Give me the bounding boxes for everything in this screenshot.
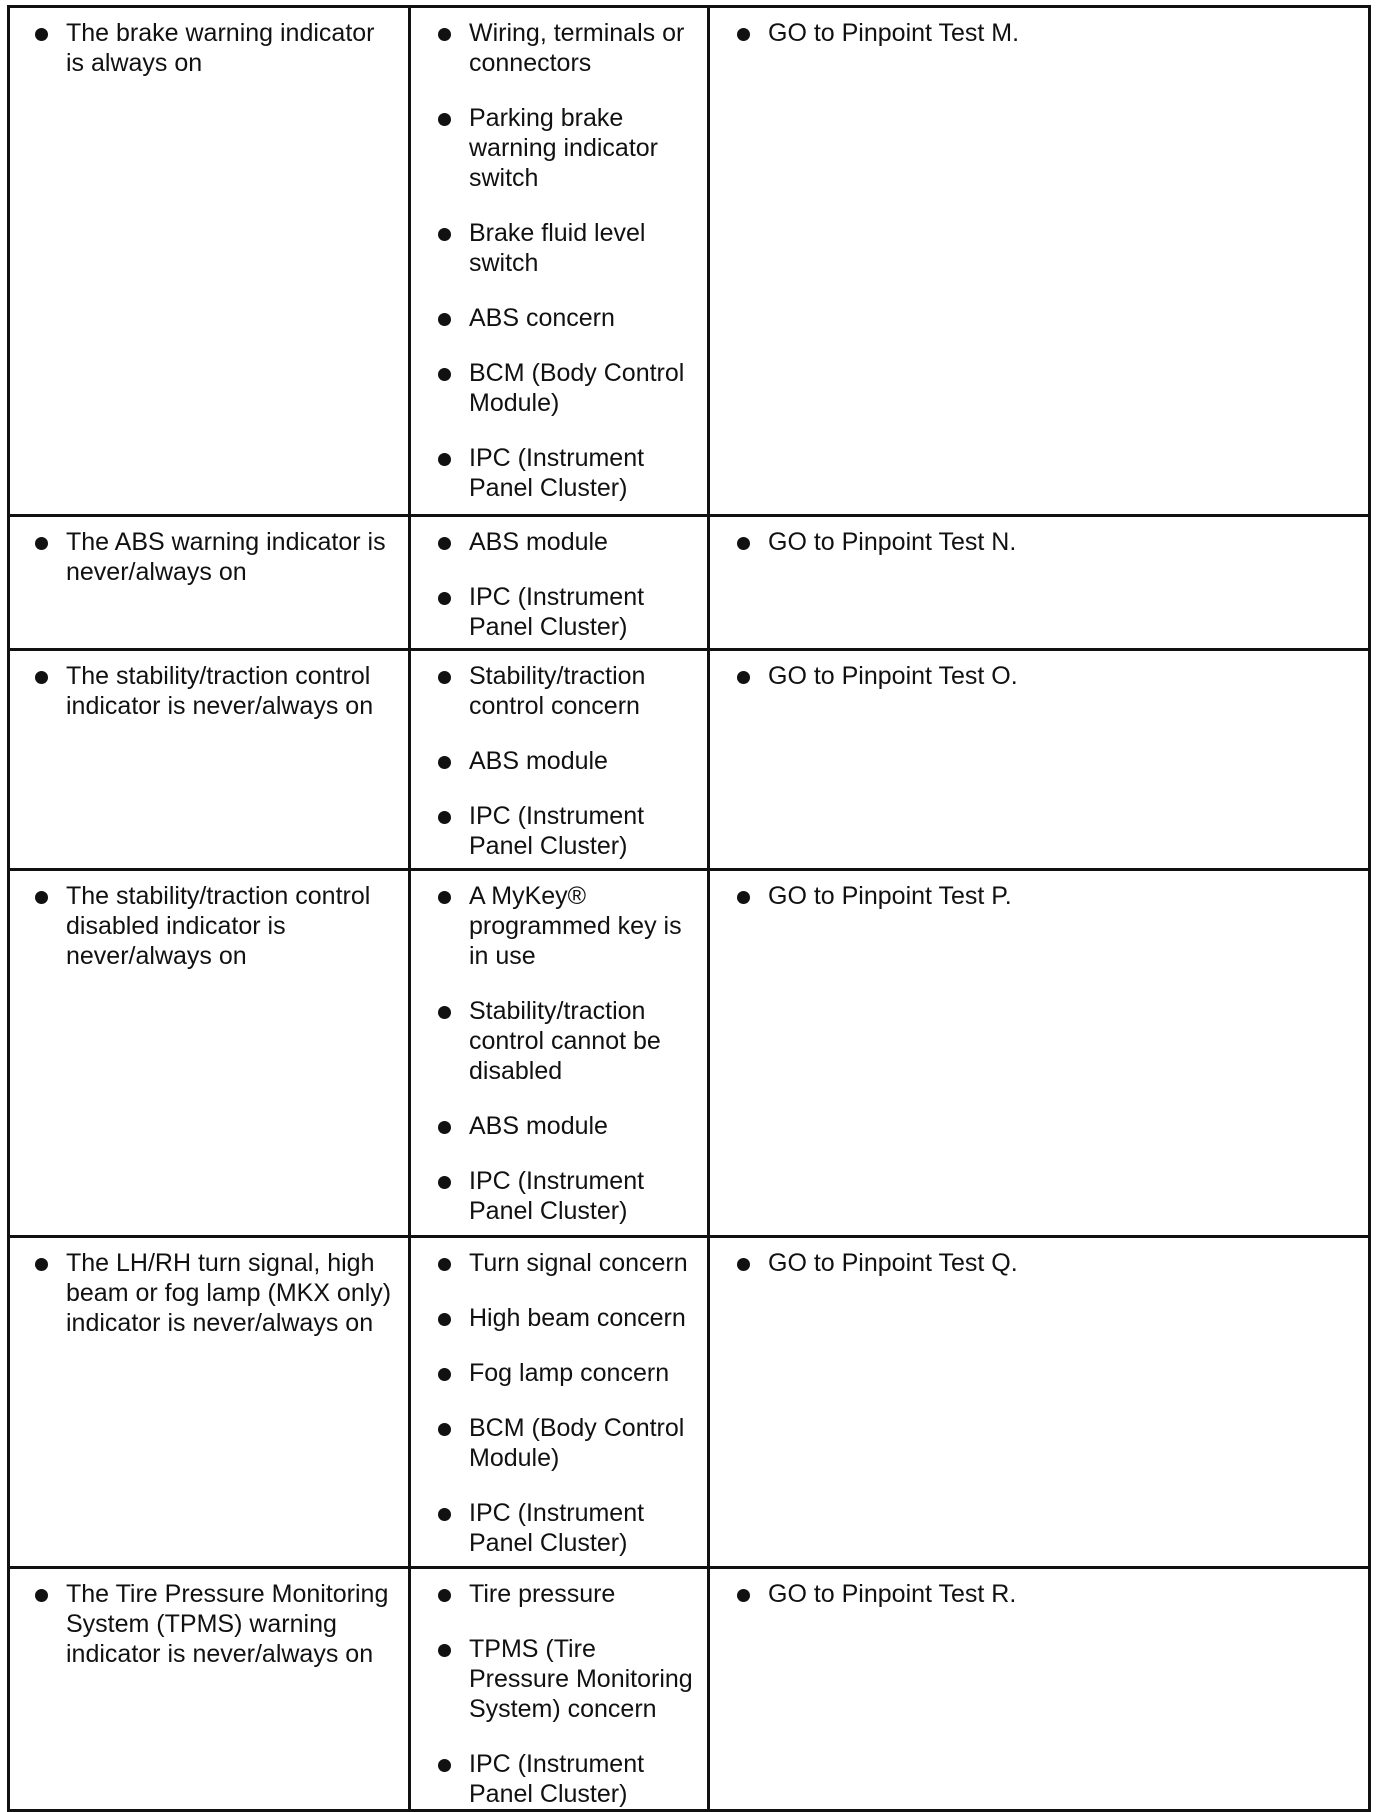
possible-source-item xyxy=(411,1579,707,1609)
possible-source-list xyxy=(411,1248,707,1558)
text-line: warning indicator xyxy=(469,134,658,162)
bullet-icon xyxy=(35,891,48,904)
text-line: High beam concern xyxy=(469,1304,686,1332)
text-line: BCM (Body Control xyxy=(469,359,685,387)
possible-source-item xyxy=(411,303,707,333)
action-text: GO to Pinpoint Test Q. xyxy=(768,1249,1018,1277)
text-line: Turn signal concern xyxy=(469,1249,688,1277)
text-line: indicator is never/always on xyxy=(66,1309,374,1337)
bullet-icon xyxy=(438,1313,451,1326)
bullet-icon xyxy=(438,891,451,904)
text-line: The stability/traction control xyxy=(66,882,371,910)
possible-source-item xyxy=(411,1749,707,1809)
text-line: ABS module xyxy=(469,747,608,775)
possible-source-cell xyxy=(410,1568,709,1811)
possible-source-item xyxy=(411,1358,707,1388)
symptom-list xyxy=(10,661,408,721)
text-line: The Tire Pressure Monitoring xyxy=(66,1580,389,1608)
text-line: programmed key is xyxy=(469,912,682,940)
symptom-cell xyxy=(9,1568,410,1811)
bullet-icon xyxy=(438,113,451,126)
possible-source-item xyxy=(411,1413,707,1473)
text-line: IPC (Instrument xyxy=(469,1499,645,1527)
table-row xyxy=(9,516,1370,650)
text-line: Stability/traction xyxy=(469,997,646,1025)
possible-source-item xyxy=(411,1166,707,1226)
bullet-icon xyxy=(438,1508,451,1521)
bullet-icon xyxy=(737,537,750,550)
text-line: IPC (Instrument xyxy=(469,444,645,472)
text-line: System (TPMS) warning xyxy=(66,1610,337,1638)
text-line: never/always on xyxy=(66,942,247,970)
possible-source-list xyxy=(411,881,707,1226)
bullet-icon xyxy=(438,1589,451,1602)
table-row xyxy=(9,650,1370,870)
possible-source-cell xyxy=(410,516,709,650)
possible-source-item xyxy=(411,801,707,861)
bullet-icon xyxy=(35,1589,48,1602)
bullet-icon xyxy=(438,28,451,41)
symptom-text xyxy=(10,881,408,971)
symptom-text xyxy=(10,661,408,721)
action-list xyxy=(710,18,1368,48)
possible-source-item xyxy=(411,1111,707,1141)
symptom-list xyxy=(10,1248,408,1338)
table-row xyxy=(9,1237,1370,1568)
possible-source-cell xyxy=(410,650,709,870)
bullet-icon xyxy=(438,1176,451,1189)
text-line: ABS concern xyxy=(469,304,615,332)
text-line: Module) xyxy=(469,1444,560,1472)
possible-source-item xyxy=(411,996,707,1086)
action-item xyxy=(710,661,1368,691)
text-line: connectors xyxy=(469,49,592,77)
symptom-text xyxy=(10,1248,408,1338)
text-line: Panel Cluster) xyxy=(469,1197,628,1225)
bullet-icon xyxy=(35,671,48,684)
bullet-icon xyxy=(438,671,451,684)
action-item xyxy=(710,18,1368,48)
action-cell xyxy=(709,516,1370,650)
bullet-icon xyxy=(438,1423,451,1436)
text-line: Tire pressure xyxy=(469,1580,616,1608)
action-text: GO to Pinpoint Test R. xyxy=(768,1580,1017,1608)
action-list xyxy=(710,1579,1368,1609)
action-list xyxy=(710,661,1368,691)
action-list xyxy=(710,527,1368,557)
possible-source-item xyxy=(411,527,707,557)
action-text: GO to Pinpoint Test P. xyxy=(768,882,1012,910)
text-line: IPC (Instrument xyxy=(469,583,645,611)
text-line: System) concern xyxy=(469,1695,657,1723)
possible-source-item xyxy=(411,746,707,776)
text-line: Parking brake xyxy=(469,104,624,132)
bullet-icon xyxy=(438,1759,451,1772)
possible-source-item xyxy=(411,218,707,278)
action-item xyxy=(710,527,1368,557)
action-cell xyxy=(709,1568,1370,1811)
bullet-icon xyxy=(35,28,48,41)
possible-source-item xyxy=(411,1634,707,1724)
text-line: Wiring, terminals or xyxy=(469,19,685,47)
action-list xyxy=(710,1248,1368,1278)
text-line: IPC (Instrument xyxy=(469,1750,645,1778)
possible-source-item xyxy=(411,661,707,721)
symptom-list xyxy=(10,18,408,78)
bullet-icon xyxy=(438,313,451,326)
text-line: Module) xyxy=(469,389,560,417)
text-line: Panel Cluster) xyxy=(469,832,628,860)
symptom-cell xyxy=(9,870,410,1237)
text-line: control concern xyxy=(469,692,640,720)
possible-source-item xyxy=(411,1303,707,1333)
action-cell xyxy=(709,1237,1370,1568)
possible-source-item xyxy=(411,358,707,418)
action-item xyxy=(710,1248,1368,1278)
bullet-icon xyxy=(438,811,451,824)
text-line: The ABS warning indicator is xyxy=(66,528,386,556)
possible-source-cell xyxy=(410,1237,709,1568)
bullet-icon xyxy=(438,592,451,605)
action-cell xyxy=(709,870,1370,1237)
bullet-icon xyxy=(737,1589,750,1602)
text-line: is always on xyxy=(66,49,203,77)
possible-source-cell xyxy=(410,870,709,1237)
possible-source-list xyxy=(411,18,707,503)
symptom-list xyxy=(10,1579,408,1669)
bullet-icon xyxy=(438,1258,451,1271)
possible-source-list xyxy=(411,661,707,861)
table-row xyxy=(9,870,1370,1237)
possible-source-item xyxy=(411,1248,707,1278)
text-line: TPMS (Tire xyxy=(469,1635,596,1663)
bullet-icon xyxy=(35,1258,48,1271)
text-line: ABS module xyxy=(469,528,608,556)
action-cell xyxy=(709,7,1370,516)
possible-source-list xyxy=(411,527,707,642)
possible-source-item xyxy=(411,443,707,503)
symptom-text xyxy=(10,1579,408,1669)
symptom-text xyxy=(10,18,408,78)
bullet-icon xyxy=(438,1368,451,1381)
possible-source-item xyxy=(411,18,707,78)
text-line: IPC (Instrument xyxy=(469,1167,645,1195)
text-line: Stability/traction xyxy=(469,662,646,690)
action-item xyxy=(710,1579,1368,1609)
text-line: disabled indicator is xyxy=(66,912,286,940)
bullet-icon xyxy=(438,756,451,769)
bullet-icon xyxy=(737,28,750,41)
bullet-icon xyxy=(438,537,451,550)
action-list xyxy=(710,881,1368,911)
text-line: switch xyxy=(469,249,539,277)
table-row xyxy=(9,7,1370,516)
text-line: Panel Cluster) xyxy=(469,613,628,641)
bullet-icon xyxy=(737,671,750,684)
text-line: Fog lamp concern xyxy=(469,1359,670,1387)
text-line: Pressure Monitoring xyxy=(469,1665,693,1693)
text-line: The LH/RH turn signal, high xyxy=(66,1249,375,1277)
possible-source-item xyxy=(411,881,707,971)
symptom-cell xyxy=(9,650,410,870)
table-row xyxy=(9,1568,1370,1811)
text-line: IPC (Instrument xyxy=(469,802,645,830)
possible-source-item xyxy=(411,582,707,642)
text-line: never/always on xyxy=(66,558,247,586)
bullet-icon xyxy=(438,1644,451,1657)
symptom-chart-body xyxy=(9,7,1370,1811)
text-line: indicator is never/always on xyxy=(66,692,374,720)
text-line: The brake warning indicator xyxy=(66,19,375,47)
text-line: Brake fluid level xyxy=(469,219,646,247)
text-line: switch xyxy=(469,164,539,192)
symptom-cell xyxy=(9,7,410,516)
action-cell xyxy=(709,650,1370,870)
bullet-icon xyxy=(737,891,750,904)
text-line: control cannot be xyxy=(469,1027,661,1055)
symptom-chart-table xyxy=(7,5,1371,1812)
text-line: ABS module xyxy=(469,1112,608,1140)
text-line: The stability/traction control xyxy=(66,662,371,690)
action-item xyxy=(710,881,1368,911)
text-line: in use xyxy=(469,942,536,970)
possible-source-item xyxy=(411,103,707,193)
symptom-text xyxy=(10,527,408,587)
text-line: Panel Cluster) xyxy=(469,1529,628,1557)
possible-source-cell xyxy=(410,7,709,516)
bullet-icon xyxy=(737,1258,750,1271)
text-line: A MyKey® xyxy=(469,882,587,910)
bullet-icon xyxy=(438,1121,451,1134)
text-line: disabled xyxy=(469,1057,563,1085)
symptom-cell xyxy=(9,516,410,650)
bullet-icon xyxy=(438,368,451,381)
text-line: indicator is never/always on xyxy=(66,1640,374,1668)
symptom-list xyxy=(10,527,408,587)
action-text: GO to Pinpoint Test M. xyxy=(768,19,1020,47)
text-line: beam or fog lamp (MKX only) xyxy=(66,1279,392,1307)
action-text: GO to Pinpoint Test N. xyxy=(768,528,1017,556)
action-text: GO to Pinpoint Test O. xyxy=(768,662,1018,690)
text-line: Panel Cluster) xyxy=(469,1780,628,1808)
bullet-icon xyxy=(35,537,48,550)
possible-source-list xyxy=(411,1579,707,1809)
symptom-list xyxy=(10,881,408,971)
bullet-icon xyxy=(438,453,451,466)
text-line: BCM (Body Control xyxy=(469,1414,685,1442)
bullet-icon xyxy=(438,228,451,241)
bullet-icon xyxy=(438,1006,451,1019)
text-line: Panel Cluster) xyxy=(469,474,628,502)
possible-source-item xyxy=(411,1498,707,1558)
symptom-cell xyxy=(9,1237,410,1568)
